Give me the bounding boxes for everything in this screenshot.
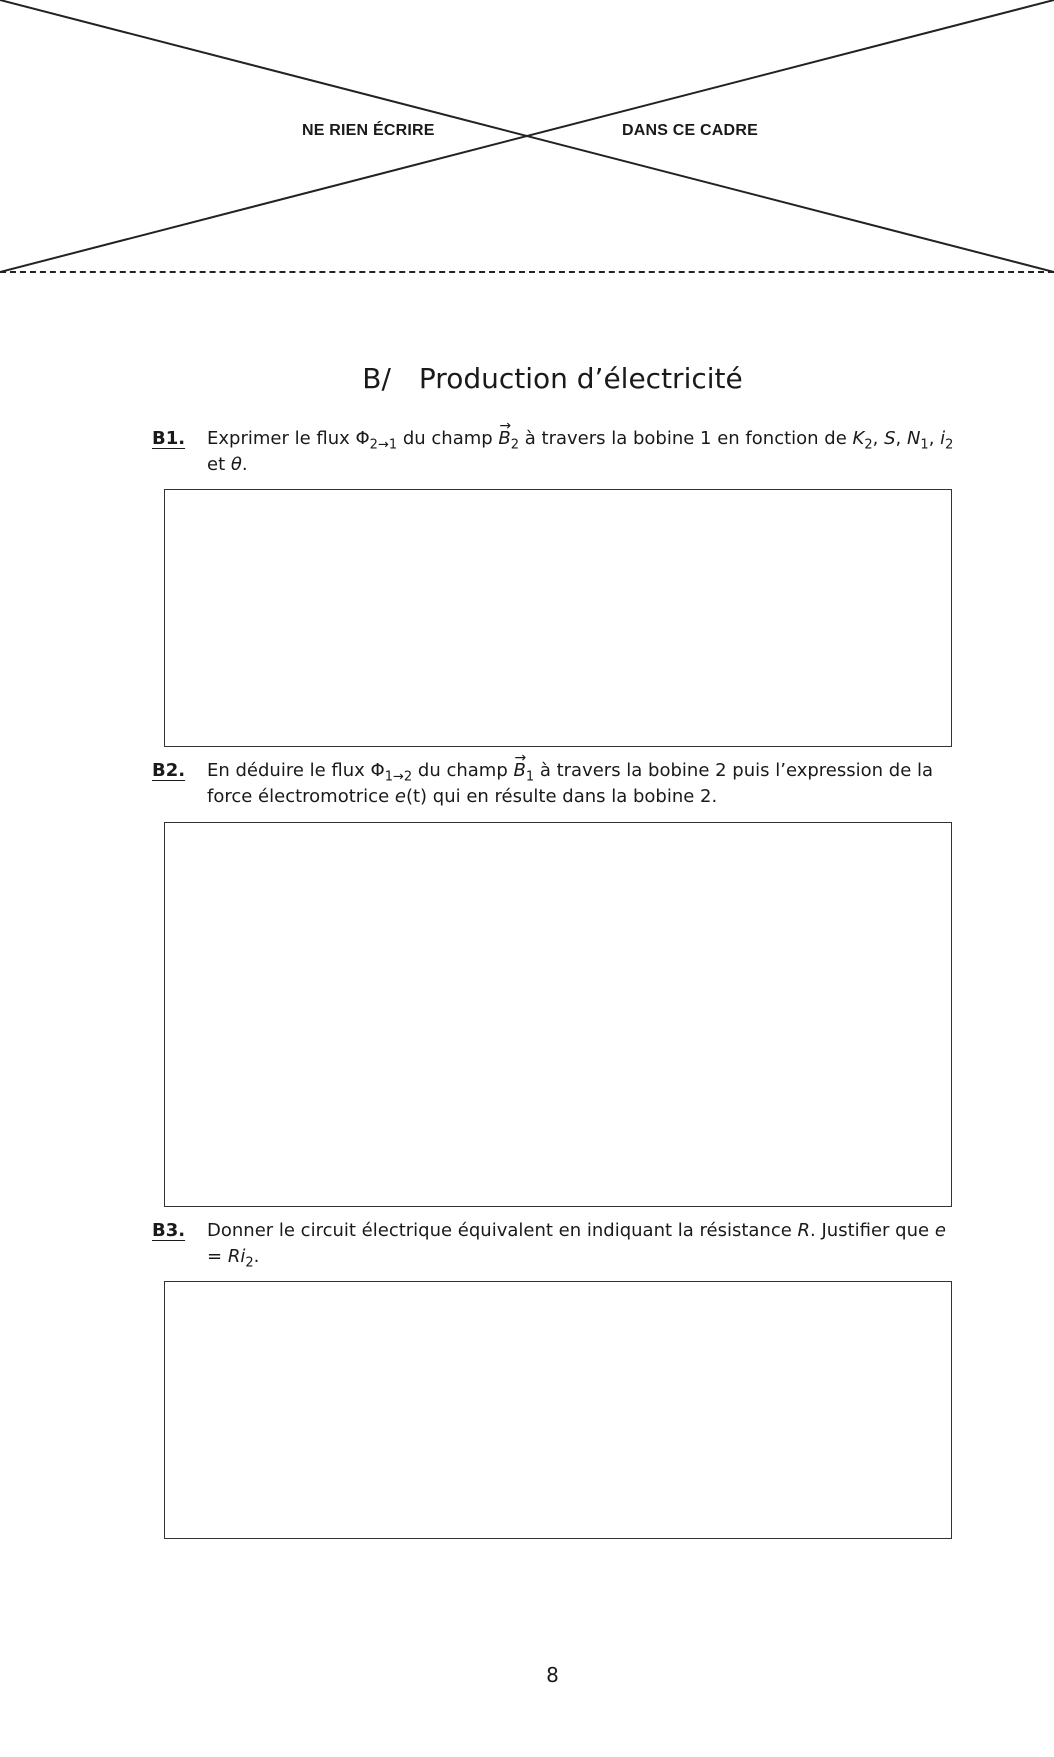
no-write-zone-cross <box>0 0 1054 280</box>
cut-line <box>0 271 1054 273</box>
answer-box-b3[interactable] <box>164 1281 952 1539</box>
answer-box-b1[interactable] <box>164 489 952 747</box>
question-text-b1: Exprimer le flux $\Phi_{2\to 1}$ du champ → $B_2$ à travers la bobine 1 en fonction de $K_2$, S, $N_1$, $i_2$ et θ. <box>207 426 955 478</box>
question-label-b2: B2. <box>152 760 186 781</box>
section-heading: Production d’électricité <box>418 362 743 395</box>
question-label-b3: B3. <box>152 1220 186 1241</box>
no-write-left-label: NE RIEN ÉCRIRE <box>302 122 435 139</box>
no-write-right-label: DANS CE CADRE <box>622 122 758 139</box>
answer-box-b2[interactable] <box>164 822 952 1207</box>
question-text-b2: En déduire le flux $\Phi_{1\to 2}$ du champ → $B_1$ à travers la bobine 2 puis l’expression de la force électromotrice e(t) qui en résulte dans la bobine 2. <box>207 758 955 810</box>
page-number: 8 <box>546 1663 559 1687</box>
question-text-b3: Donner le circuit électrique équivalent en indiquant la résistance R. Justifier que $e = Ri_2$. <box>207 1220 946 1271</box>
question-label-b1: B1. <box>152 428 186 449</box>
section-number: B/ <box>362 362 391 395</box>
section-title <box>0 362 1054 395</box>
